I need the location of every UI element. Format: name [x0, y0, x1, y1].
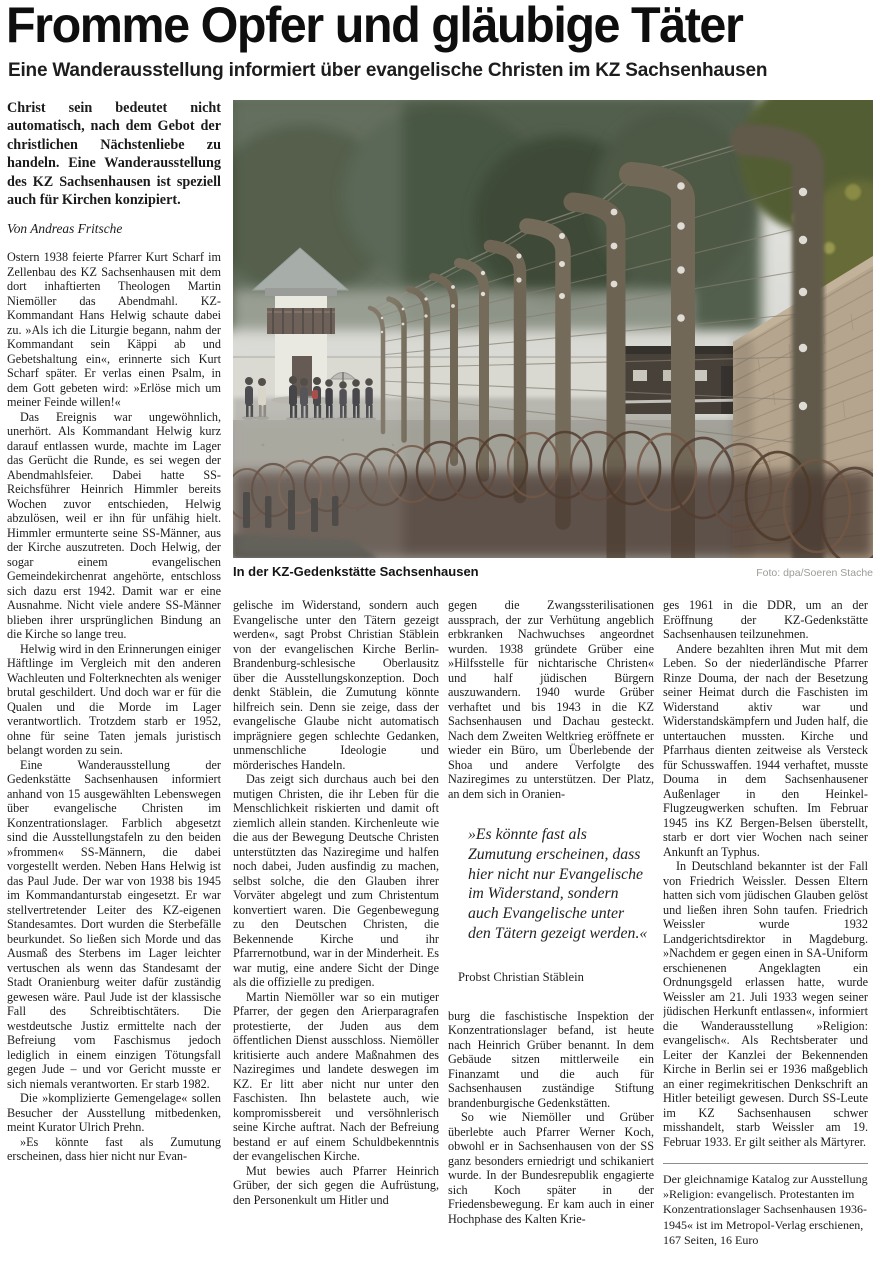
byline: Von Andreas Fritsche [7, 221, 123, 237]
article-paragraph: gegen die Zwangssterilisationen aussprach, der zur Verhütung angeblich erbkranken Nachwuchses angeordnet wurden. 1938 gründete Grüber eine »Hilfsstelle für nichtarische Christen« und half jüdischen Bürgern auszuwandern. 1940 wurde Grüber verhaftet und bis 1943 in die KZ Sachsenhausen und Dachau gesteckt. Nach dem Zweiten Weltkrieg eröffnete er wieder ein Büro, um Überlebende der Shoa und andere Verfolgte des Naziregimes zu unterstützen. Der Platz, an dem sich in Oranien- [448, 598, 654, 801]
article-paragraph: Ostern 1938 feierte Pfarrer Kurt Scharf im Zellenbau des KZ Sachsenhausen mit dem dort inhaftierten Theologen Martin Niemöller das Abendmahl. KZ-Kommandant Hans Helwig schaute dabei zu. »Als ich die Liturgie begann, nahm der Kommandant sein Käppi ab und Gebetshaltung ein«, erinnerte sich Kurt Scharf später. Er verlas einen Psalm, in dem Gott gebeten wird: »Erlöse mich um meiner Feinde willen!« [7, 250, 221, 410]
photo-caption-row [233, 564, 873, 579]
article-column-1 [7, 99, 221, 1280]
article-column-2 [233, 598, 439, 1280]
photo-credit: Foto: dpa/Soeren Stache [756, 567, 873, 579]
article-paragraph: In Deutschland bekannter ist der Fall von Friedrich Weissler. Dessen Eltern hatten sich vom jüdischen Glauben gelöst und ließen ihren Sohn taufen. Friedrich Weissler wurde 1932 Landgerichtsdirektor in Magdeburg. »Nachdem er gegen einen in SA-Uniform erschienenen Angeklagten ein Ordnungsgeld erlassen hatte, wurde Weissler am 21. Juli 1933 wegen seiner jüdischen Herkunft entlassen«, informiert die Wanderausstellung »Religion: evangelisch«. Als Rechtsberater und Leiter der Kanzlei der Bekennenden Kirche in Berlin sei er 1936 maßgeblich an einer regimekritischen Denkschrift an Hitler beteiligt gewesen. Durch SS-Leute im KZ Sachsenhausen schwer misshandelt, starb Weissler am 19. Februar 1933. Er gilt seither als Märtyrer. [663, 859, 868, 1149]
article-column-3 [448, 598, 654, 1280]
article-photo [233, 100, 873, 558]
subheadline: Eine Wanderausstellung informiert über evangelische Christen im KZ Sachsenhausen [8, 60, 768, 81]
footnote-divider [663, 1163, 868, 1164]
pull-quote-attribution: Probst Christian Stäblein [458, 969, 584, 984]
pull-quote: »Es könnte fast als Zumutung erscheinen, dass hier nicht nur Evangelische im Widerstand, sondern auch Evangelische unter den Tätern gezeigt werden.« [468, 826, 648, 942]
article-paragraph: Andere bezahlten ihren Mut mit dem Leben. So der niederländische Pfarrer Rinze Douma, der nach der Besetzung seiner Heimat durch die Faschisten im Widerstand aktiv war und Widerstandskämpfern und Juden half, die untertauchen mussten. Kirche und Pfarrhaus dienten zeitweise als Versteck für Schusswaffen. 1944 verhaftet, musste Douma in dem Sachsenhausener Außenlager in den Heinkel-Flugzeugwerken schuften. Im Februar 1945 ins KZ Bergen-Belsen überstellt, starb er dort vier Wochen nach seiner Ankunft an Typhus. [663, 641, 868, 859]
article-paragraph: burg die faschistische Inspektion der Konzentrationslager befand, ist heute nach Heinrich Grüber benannt. In dem Gebäude sitzen mittlerweile ein Finanzamt und die auch für Sachsenhausen zuständige Stiftung brandenburgische Gedenkstätten. [448, 1008, 654, 1110]
article-paragraph: So wie Niemöller und Grüber überlebte auch Pfarrer Werner Koch, obwohl er in Sachsenhausen von der SS ganz besonders erniedrigt und schikaniert wurde. In der Bundesrepublik engagierte sich Koch später in der Friedensbewegung. Er kam auch in einer Hochphase des Kalten Krie- [448, 1110, 654, 1226]
article-paragraph: »Es könnte fast als Zumutung erscheinen, dass hier nicht nur Evan- [7, 1134, 221, 1164]
photo-caption: In der KZ-Gedenkstätte Sachsenhausen [233, 564, 479, 579]
headline: Fromme Opfer und gläubige Täter [6, 0, 743, 53]
article-paragraph: gelische im Widerstand, sondern auch Evangelische unter den Tätern gezeigt werden«, sagt Probst Christian Stäblein von der evangelischen Kirche Berlin-Brandenburg-schlesische Oberlausitz über die Ausstellungskonzeption. Doch denkt Stäblein, die Zumutung könnte hilfreich sein. Denn sie zeige, dass der evangelische Glaube nicht automatisch imprägniere gegen schlechte Gedanken, unmenschliche Ideologie und mörderisches Handeln. [233, 598, 439, 772]
article-paragraph: Eine Wanderausstellung der Gedenkstätte Sachsenhausen informiert anhand von 15 ausgewählten Lebenswegen über evangelische Christen im Konzentrationslager. Farblich abgesetzt sind die Ausstellungstafeln zu den beiden »frommen« SS-Männern, die dabei vorgestellt werden. Neben Hans Helwig ist das Paul Jude. Der war von 1938 bis 1945 im Kommandanturstab eingesetzt. Er war stellvertretender Leiter des KZ-eigenen Standesamtes. Dort wurden die Sterbefälle beurkundet. So ließen sich Morde und das Ausmaß des Sterbens im Lager leichter vertuschen als wenn das Standesamt der Stadt Oranienburg weiter dafür zuständig gewesen wäre. Paul Jude ist der klassische Fall des Schreibtischtäters. Die westdeutsche Justiz ermittelte nach der Befreiung vom Faschismus jedoch lediglich in einem einzigen Tötungsfall gegen Jude – und vor Gericht musste er sich niemals verantworten. Er starb 1982. [7, 757, 221, 1091]
photo-illustration [233, 100, 873, 558]
article-paragraph: Martin Niemöller war so ein mutiger Pfarrer, der gegen den Arierparagrafen protestierte, der Juden aus dem öffentlichen Dienst ausschloss. Niemöller kritisierte auch andere Maßnahmen des Naziregimes und landete deswegen im KZ. Er litt aber nicht nur unter den Faschisten. Ihn belastete auch, wie kompromissbereit und versöhnlerisch seine Kirche auftrat. Nach der Befreiung bestand er auf einem Schuldbekenntnis der evangelischen Kirche. [233, 989, 439, 1163]
article-paragraph: Das Ereignis war ungewöhnlich, unerhört. Als Kommandant Helwig kurz darauf entlassen wurde, machte im Lager das Gerücht die Runde, es sei wegen der Abendmahlsfeier. Dabei hatte SS-Reichsführer Heinrich Himmler bereits Wochen zuvor entschieden, Helwig abzulösen, weil er ihn für unfähig hielt. Himmler ermunterte seine SS-Männer, aus der Kirche auszutreten. Doch Helwig, der sogar einem evangelischen Gemeindekirchenrat angehörte, entschloss sich dazu erst 1942. Damit war er eine Ausnahme. Nicht viele andere SS-Männer blieben ihrer ursprünglichen Bindung an die Kirche so lange treu. [7, 409, 221, 642]
catalog-footnote: Der gleichnamige Katalog zur Ausstellung »Religion: evangelisch. Protestanten im Konzentrationslager Sachsenhausen 1936-1945« ist im Metropol-Verlag erschienen, 167 Seiten, 16 Euro [663, 1172, 868, 1247]
lead-paragraph: Christ sein bedeutet nicht automatisch, nach dem Gebot der christlichen Nächstenliebe zu handeln. Eine Wanderausstellung des KZ Sachsenhausen ist speziell auch für Kirchen konzipiert. [7, 100, 221, 209]
article-column-4 [663, 598, 868, 1280]
article-paragraph: Das zeigt sich durchaus auch bei den mutigen Christen, die ihr Leben für die Menschlichkeit riskierten und damit oft ziemlich allein standen. Kirchenleute wie die aus der Bewegung Deutsche Christen unterstützten das Naziregime und halfen noch dabei, Juden ausfindig zu machen, selbst solche, die den Glauben ihrer Vorväter abgelegt und zum Christentum konvertiert waren. Die Gegenbewegung zu den Deutschen Christen, die Bekennende Kirche und ihr Pfarrernotbund, war in der Minderheit. Es war mutig, eine andere Sicht der Dinge als die offizielle zu predigen. [233, 772, 439, 989]
article-paragraph: Die »komplizierte Gemengelage« sollen Besucher der Ausstellung mitbedenken, meint Kurator Ulrich Prehn. [7, 1091, 221, 1135]
article-paragraph: ges 1961 in die DDR, um an der Eröffnung der KZ-Gedenkstätte Sachsenhausen teilzunehmen. [663, 598, 868, 641]
article-paragraph: Helwig wird in den Erinnerungen einiger Häftlinge im Vergleich mit den anderen Wachleuten und Folterknechten als weniger brutal geschildert. Und doch war er für die Qualen und die Morde im Lager verantwortlich. Trotzdem starb er 1952, ohne für seine Taten jemals juristisch belangt worden zu sein. [7, 641, 221, 758]
article-paragraph: Mut bewies auch Pfarrer Heinrich Grüber, der sich gegen die Aufrüstung, den Personenkult um Hitler und [233, 1163, 439, 1207]
